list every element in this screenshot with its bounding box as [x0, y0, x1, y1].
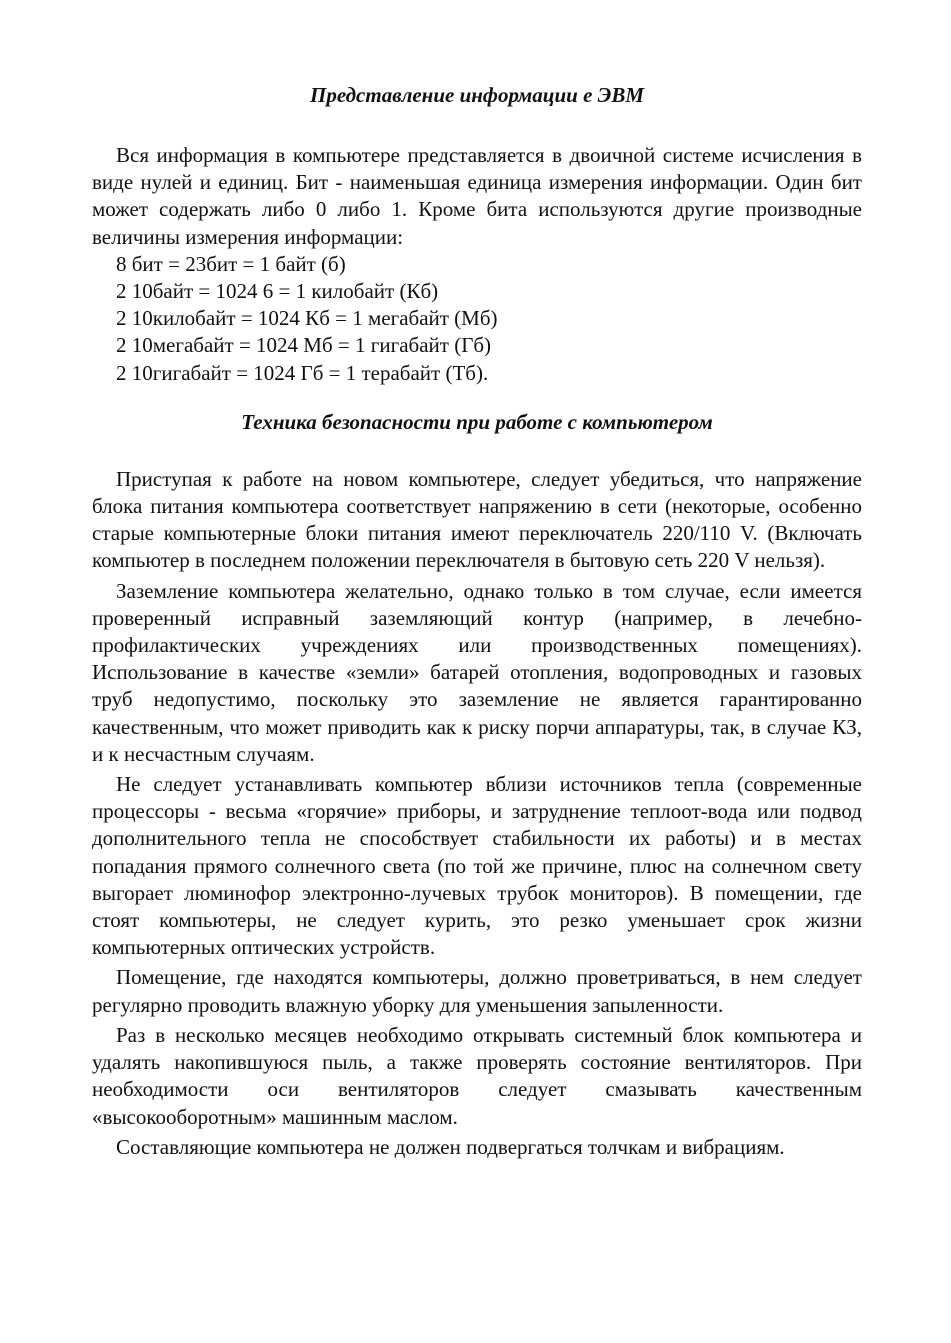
- safety-paragraph: Заземление компьютера желательно, однако только в том случае, если имеется проверенный исправный заземляющий контур (например, в лечебно-профилактических учреждениях или производственных помещениях). Использование в качестве «земли» батарей отопления, водопроводных и газовых труб недопустимо, поскольку это заземление не является гарантированно качественным, что может приводить как к риску порчи аппаратуры, так, в случае КЗ, и к несчастным случаям.: [92, 578, 862, 766]
- unit-line: 8 бит = 23бит = 1 байт (б): [116, 251, 346, 276]
- intro-paragraph: Вся информация в компьютере представляется в двоичной системе исчисления в виде нулей и единиц. Бит - наименьшая единица измерения информации. Один бит может содержать либо 0 либо 1. Кроме бита используются другие производные величины измерения информации:: [92, 143, 862, 249]
- section-title-safety: Техника безопасности при работе с компьютером: [241, 409, 713, 434]
- unit-line: 2 10байт = 1024 6 = 1 килобайт (Кб): [116, 279, 439, 304]
- safety-paragraph: Составляющие компьютера не должен подвергаться толчкам и вибрациям.: [116, 1134, 785, 1159]
- unit-line: 2 10килобайт = 1024 Кб = 1 мегабайт (Мб): [116, 306, 498, 331]
- safety-paragraph: Приступая к работе на новом компьютере, следует убедиться, что напряжение блока питания компьютера соответствует напряжению в сети (некоторые, особенно старые компьютерные блоки питания имеют переключатель 220/110 V. (Включать компьютер в последнем положении переключателя в бытовую сеть 220 V нельзя).: [92, 466, 862, 573]
- unit-list: [92, 251, 862, 387]
- section-title-information: Представление информации е ЭВМ: [309, 83, 644, 107]
- unit-line: 2 10гигабайт = 1024 Гб = 1 терабайт (Тб).: [116, 360, 489, 385]
- safety-paragraph: Не следует устанавливать компьютер вблизи источников тепла (современные процессоры - весьма «горячие» приборы, и затруднение теплоот-вода или подвод дополнительного тепла не способствует стабильности их работы) и в местах попадания прямого солнечного света (по той же причине, плюс на солнечном свету выгорает люминофор электронно-лучевых трубок мониторов). В помещении, где стоят компьютеры, не следует курить, это резко уменьшает срок жизни компьютерных оптических устройств.: [92, 772, 862, 960]
- safety-paragraph: Помещение, где находятся компьютеры, должно проветриваться, в нем следует регулярно проводить влажную уборку для уменьшения запыленности.: [92, 965, 862, 1017]
- document-page: [92, 82, 862, 1161]
- safety-paragraph: Раз в несколько месяцев необходимо открывать системный блок компьютера и удалять накопившуюся пыль, а также проверять состояние вентиляторов. При необходимости оси вентиляторов следует смазывать качественным «высокооборотным» машинным маслом.: [92, 1022, 862, 1129]
- unit-line: 2 10мегабайт = 1024 Мб = 1 гигабайт (Гб): [116, 333, 492, 358]
